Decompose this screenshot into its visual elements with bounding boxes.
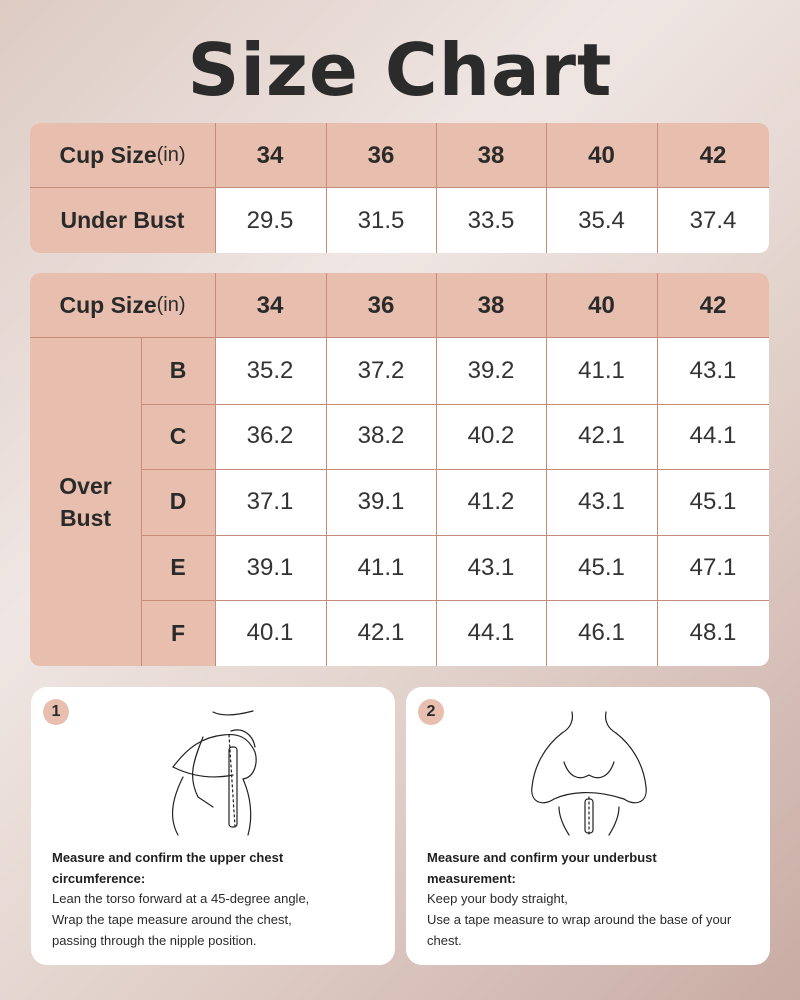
size-header: 38 [477,291,505,319]
over-bust-label: Over Bust [59,473,112,531]
table-cell: 33.5 [467,206,515,234]
table-cell: 37.1 [246,487,294,515]
table-cell: 45.1 [689,487,737,515]
cup-letter-b: B [169,357,187,384]
table-cell: 36.2 [246,422,294,450]
table-cell: 40.1 [246,619,294,647]
table-cell: 37.2 [357,356,405,384]
grid-line [215,123,216,253]
table-cell: 47.1 [689,553,737,581]
table-cell: 40.2 [467,422,515,450]
grid-line [141,404,769,405]
grid-line [141,338,142,666]
size-header-34 [215,123,325,188]
size-header-42 [657,123,769,188]
under-bust-label: Under Bust [60,207,185,233]
underbust-measure-illustration-icon [514,707,664,837]
table-cell: 38.2 [357,422,405,450]
cup-size-label: Cup Size [59,142,157,168]
table-cell: 37.4 [689,206,737,234]
size-header-40 [546,123,657,188]
table-cell: 41.1 [357,553,405,581]
table-cell: 43.1 [689,356,737,384]
table-cell: 45.1 [578,553,625,581]
table-cell: 29.5 [246,206,294,234]
size-header: 34 [256,141,284,169]
overbust-table [30,273,769,666]
unit-label: (in) [156,294,186,316]
table-cell: 41.2 [467,487,515,515]
step-number-badge: 1 [43,699,69,725]
size-header-36 [326,123,436,188]
grid-line [546,123,547,253]
step-title: Measure and confirm the upper chest circumference: [52,850,284,886]
grid-line [436,123,437,253]
grid-line [215,273,216,666]
table-cell: 35.2 [246,356,294,384]
grid-line [657,123,658,253]
grid-line [546,273,547,666]
grid-line [30,187,769,188]
cup-size-label: Cup Size [59,292,157,318]
step-description: Lean the torso forward at a 45-degree angle, Wrap the tape measure around the chest, passing through the nipple position. [52,891,310,948]
step-card-2 [406,687,770,965]
table-cell: 35.4 [578,206,625,234]
cup-letter-c: C [169,422,187,449]
table-cell: 41.1 [578,356,625,384]
size-header: 34 [256,291,284,319]
grid-line [326,273,327,666]
size-header: 40 [588,141,615,169]
size-header: 42 [699,141,727,169]
size-header: 42 [699,291,727,319]
cup-size-header [30,123,215,188]
size-header: 40 [588,291,615,319]
cup-letter-f: F [170,619,186,646]
grid-line [141,535,769,536]
grid-line [436,273,437,666]
cup-letter-e: E [170,554,186,581]
table-cell: 39.2 [467,356,515,384]
step-title: Measure and confirm your underbust measurement: [427,850,657,886]
grid-line [141,469,769,470]
table-cell: 43.1 [578,487,625,515]
table-cell: 48.1 [689,619,737,647]
table-cell: 46.1 [578,619,625,647]
underbust-table [30,123,769,253]
table-cell: 44.1 [467,619,515,647]
size-header-38 [436,123,546,188]
table-cell: 42.1 [578,422,625,450]
cup-size-header [30,273,215,338]
step-card-1 [31,687,395,965]
grid-line [141,600,769,601]
grid-line [657,273,658,666]
table-cell: 31.5 [357,206,405,234]
step-description: Keep your body straight, Use a tape measure to wrap around the base of your chest. [427,891,732,948]
table-cell: 39.1 [246,553,294,581]
grid-line [326,123,327,253]
page-title: Size Chart [187,28,613,112]
upper-chest-measure-illustration-icon [143,707,293,837]
cup-letter-d: D [169,488,187,515]
size-header: 38 [477,141,505,169]
table-cell: 44.1 [689,422,737,450]
size-header: 36 [367,291,395,319]
unit-label: (in) [156,144,186,166]
step-number-badge: 2 [418,699,444,725]
table-cell: 39.1 [357,487,405,515]
size-header: 36 [367,141,395,169]
table-cell: 43.1 [467,553,515,581]
table-cell: 42.1 [357,619,405,647]
